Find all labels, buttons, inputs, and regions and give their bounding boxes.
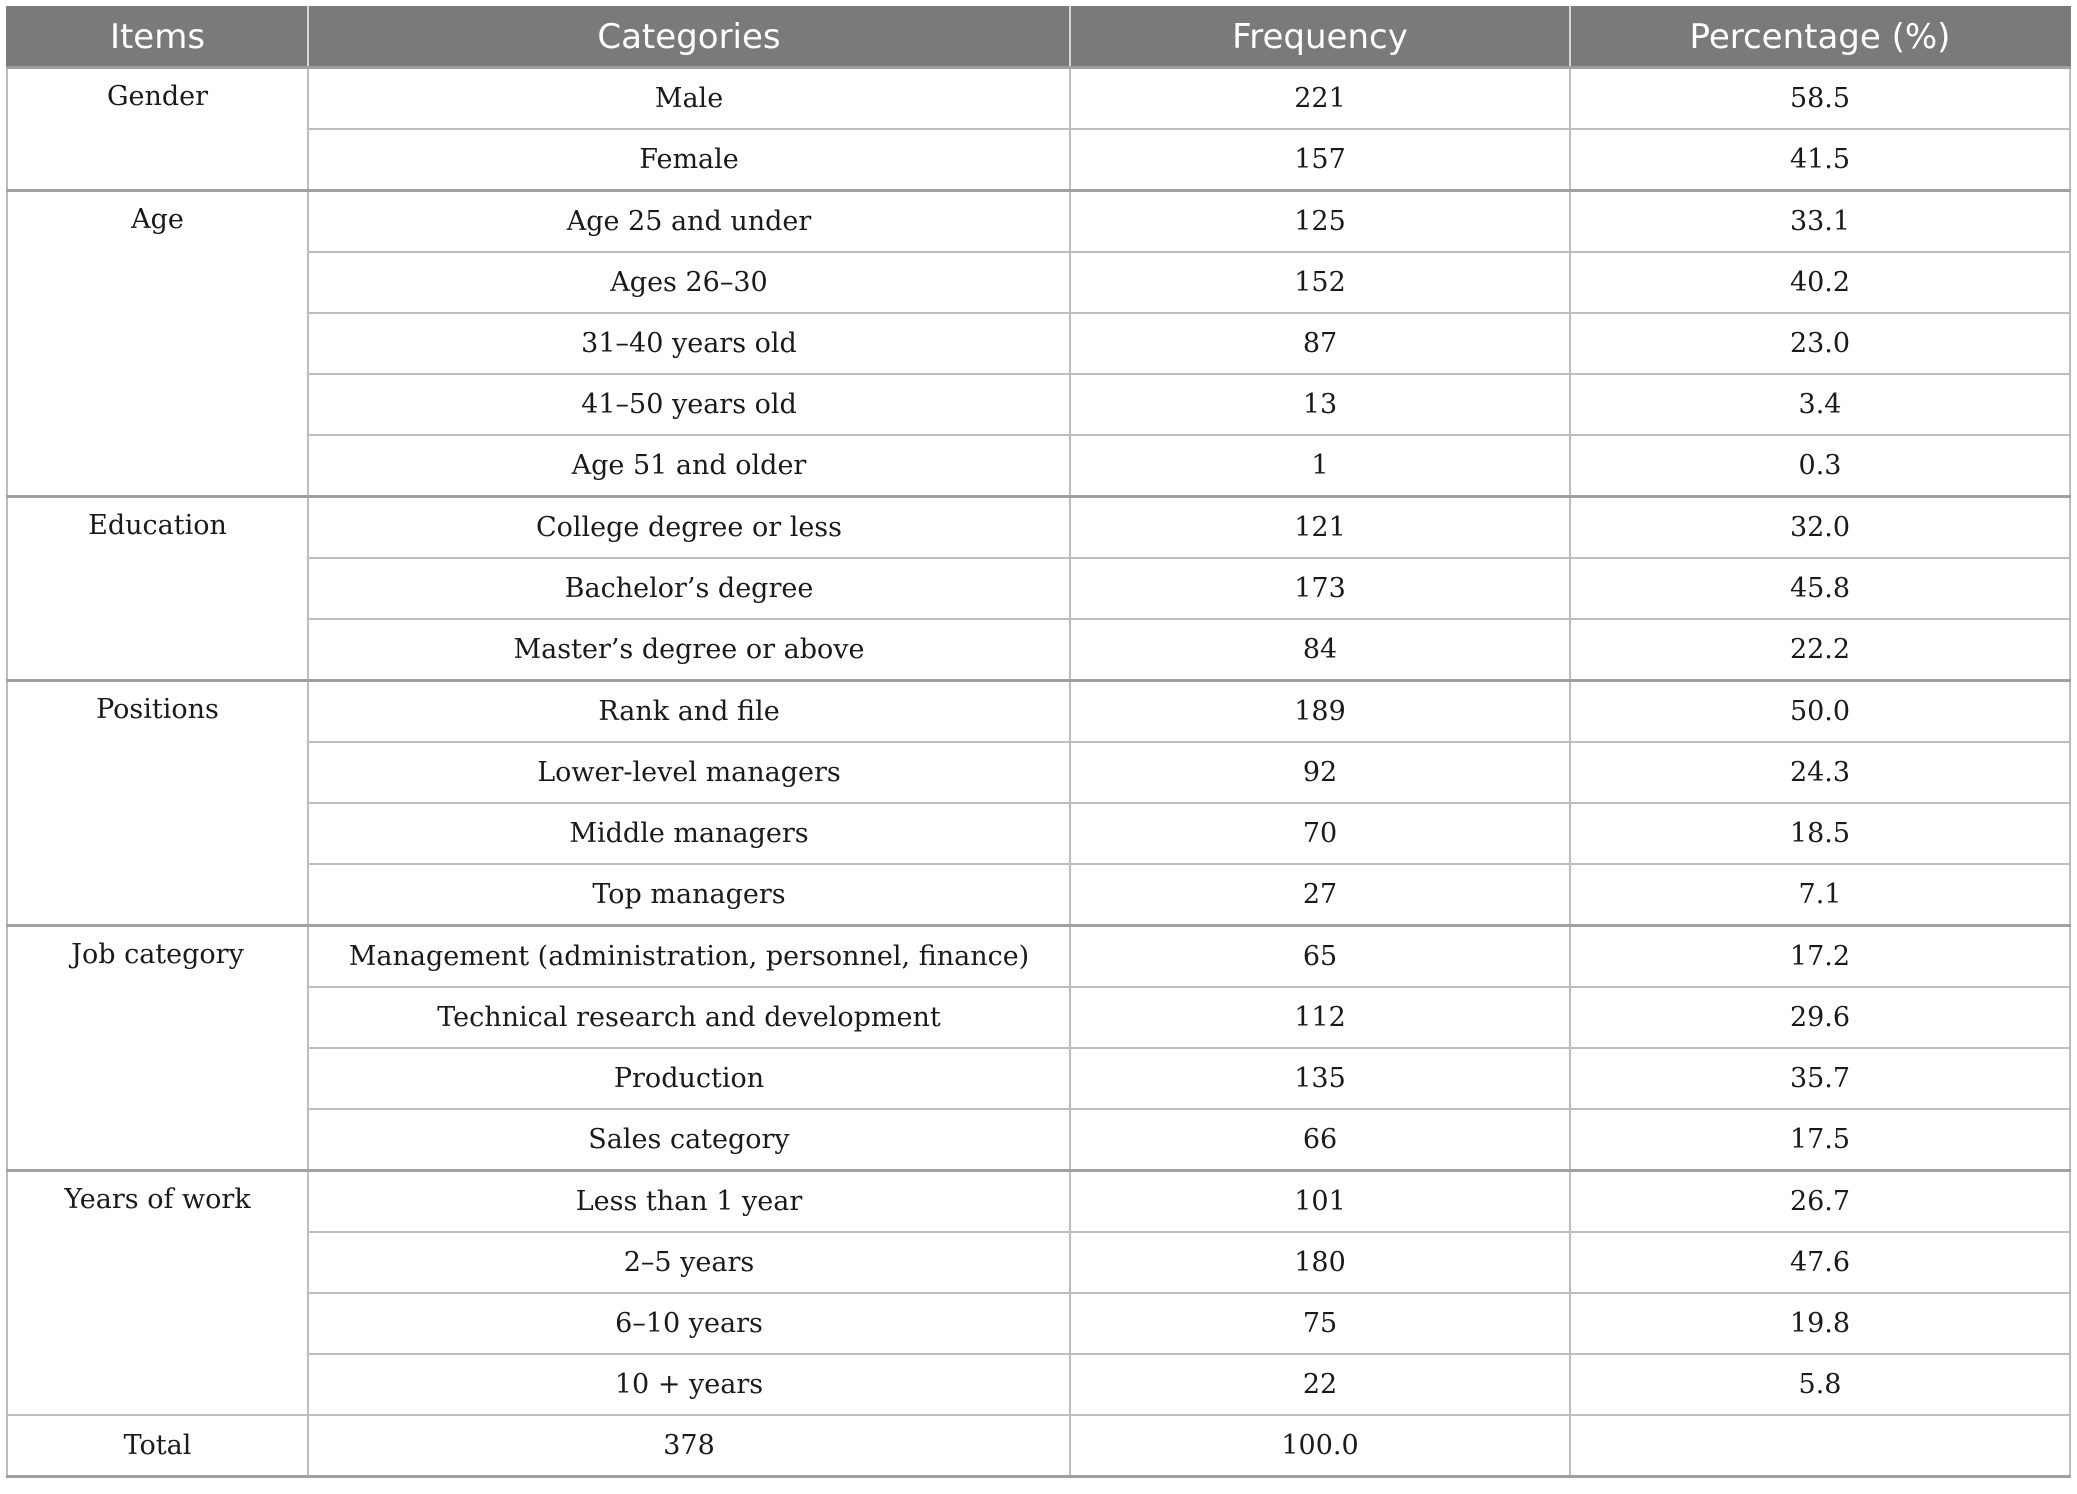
demographics-table-container: [6, 6, 2069, 1478]
frequency-cell: 135: [1070, 1048, 1570, 1109]
category-cell: 6–10 years: [308, 1293, 1070, 1354]
table-row: [7, 742, 2070, 803]
frequency-cell: 66: [1070, 1109, 1570, 1171]
frequency-cell: 70: [1070, 803, 1570, 864]
frequency-cell: 173: [1070, 558, 1570, 619]
frequency-cell: 112: [1070, 987, 1570, 1048]
table-header: [7, 7, 2070, 68]
category-cell: Production: [308, 1048, 1070, 1109]
percentage-cell: 58.5: [1570, 68, 2070, 130]
table-row: [7, 129, 2070, 191]
table-row: [7, 1109, 2070, 1171]
total-count-cell: 378: [308, 1415, 1070, 1477]
table-row: [7, 681, 2070, 743]
table-row: [7, 558, 2070, 619]
frequency-cell: 87: [1070, 313, 1570, 374]
frequency-cell: 152: [1070, 252, 1570, 313]
category-cell: Male: [308, 68, 1070, 130]
category-cell: 41–50 years old: [308, 374, 1070, 435]
frequency-cell: 92: [1070, 742, 1570, 803]
category-cell: 10 + years: [308, 1354, 1070, 1415]
table-row: [7, 1232, 2070, 1293]
frequency-cell: 180: [1070, 1232, 1570, 1293]
table-row: [7, 313, 2070, 374]
percentage-cell: 33.1: [1570, 191, 2070, 253]
header-categories: Categories: [308, 7, 1070, 68]
percentage-cell: 45.8: [1570, 558, 2070, 619]
table-body: [7, 68, 2070, 1477]
category-cell: Top managers: [308, 864, 1070, 926]
category-cell: Bachelor’s degree: [308, 558, 1070, 619]
table-row: [7, 191, 2070, 253]
category-cell: Technical research and development: [308, 987, 1070, 1048]
frequency-cell: 121: [1070, 497, 1570, 559]
table-row: [7, 374, 2070, 435]
category-cell: Age 51 and older: [308, 435, 1070, 497]
frequency-cell: 65: [1070, 926, 1570, 988]
table-row: [7, 987, 2070, 1048]
percentage-cell: 26.7: [1570, 1171, 2070, 1233]
category-cell: Lower-level managers: [308, 742, 1070, 803]
percentage-cell: 50.0: [1570, 681, 2070, 743]
percentage-cell: 41.5: [1570, 129, 2070, 191]
category-cell: Less than 1 year: [308, 1171, 1070, 1233]
percentage-cell: 23.0: [1570, 313, 2070, 374]
table-row: [7, 926, 2070, 988]
header-row: [7, 7, 2070, 68]
category-cell: Management (administration, personnel, finance): [308, 926, 1070, 988]
percentage-cell: 7.1: [1570, 864, 2070, 926]
frequency-cell: 157: [1070, 129, 1570, 191]
group-item-label: Job category: [7, 926, 308, 1171]
percentage-cell: 0.3: [1570, 435, 2070, 497]
total-percentage-cell: 100.0: [1070, 1415, 1570, 1477]
percentage-cell: 24.3: [1570, 742, 2070, 803]
table-row: [7, 435, 2070, 497]
frequency-cell: 101: [1070, 1171, 1570, 1233]
group-item-label: Age: [7, 191, 308, 497]
frequency-cell: 22: [1070, 1354, 1570, 1415]
frequency-cell: 125: [1070, 191, 1570, 253]
table-row: [7, 864, 2070, 926]
percentage-cell: 17.5: [1570, 1109, 2070, 1171]
header-frequency: Frequency: [1070, 7, 1570, 68]
percentage-cell: 35.7: [1570, 1048, 2070, 1109]
table-row: [7, 1048, 2070, 1109]
category-cell: Rank and file: [308, 681, 1070, 743]
frequency-cell: 189: [1070, 681, 1570, 743]
table-row: [7, 68, 2070, 130]
percentage-cell: 18.5: [1570, 803, 2070, 864]
table-row: [7, 803, 2070, 864]
total-row: [7, 1415, 2070, 1477]
category-cell: College degree or less: [308, 497, 1070, 559]
frequency-cell: 221: [1070, 68, 1570, 130]
table-row: [7, 1354, 2070, 1415]
category-cell: Ages 26–30: [308, 252, 1070, 313]
group-item-label: Years of work: [7, 1171, 308, 1416]
group-item-label: Positions: [7, 681, 308, 926]
total-item-label: Total: [7, 1415, 308, 1477]
percentage-cell: 47.6: [1570, 1232, 2070, 1293]
category-cell: Middle managers: [308, 803, 1070, 864]
percentage-cell: 22.2: [1570, 619, 2070, 681]
percentage-cell: 3.4: [1570, 374, 2070, 435]
percentage-cell: 32.0: [1570, 497, 2070, 559]
frequency-cell: 13: [1070, 374, 1570, 435]
frequency-cell: 1: [1070, 435, 1570, 497]
frequency-cell: 84: [1070, 619, 1570, 681]
category-cell: Female: [308, 129, 1070, 191]
category-cell: 31–40 years old: [308, 313, 1070, 374]
frequency-cell: 27: [1070, 864, 1570, 926]
percentage-cell: 5.8: [1570, 1354, 2070, 1415]
demographics-table: [6, 6, 2071, 1478]
table-row: [7, 1293, 2070, 1354]
table-row: [7, 252, 2070, 313]
header-percentage: Percentage (%): [1570, 7, 2070, 68]
total-empty-cell: [1570, 1415, 2070, 1477]
group-item-label: Gender: [7, 68, 308, 191]
table-row: [7, 497, 2070, 559]
percentage-cell: 17.2: [1570, 926, 2070, 988]
table-row: [7, 1171, 2070, 1233]
category-cell: Age 25 and under: [308, 191, 1070, 253]
group-item-label: Education: [7, 497, 308, 681]
frequency-cell: 75: [1070, 1293, 1570, 1354]
category-cell: Master’s degree or above: [308, 619, 1070, 681]
category-cell: Sales category: [308, 1109, 1070, 1171]
percentage-cell: 19.8: [1570, 1293, 2070, 1354]
percentage-cell: 29.6: [1570, 987, 2070, 1048]
category-cell: 2–5 years: [308, 1232, 1070, 1293]
table-row: [7, 619, 2070, 681]
percentage-cell: 40.2: [1570, 252, 2070, 313]
header-items: Items: [7, 7, 308, 68]
